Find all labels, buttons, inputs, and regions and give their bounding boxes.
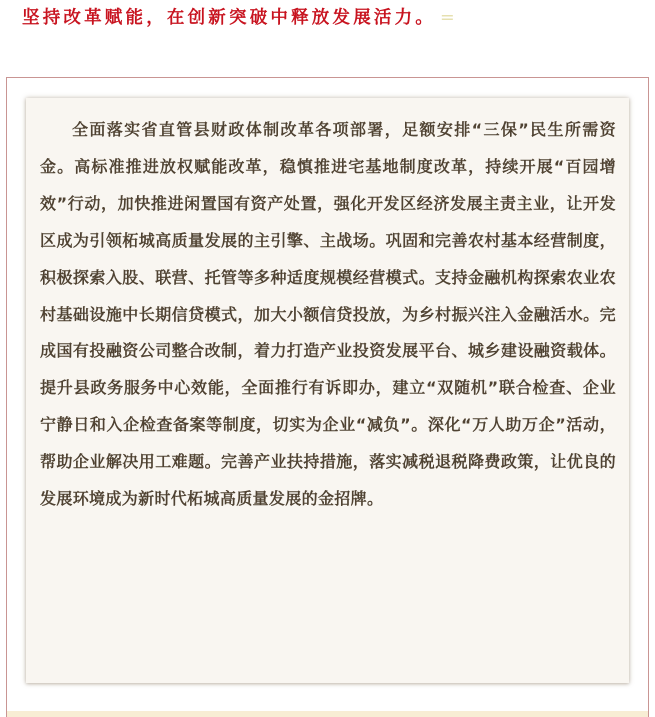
bottom-decor-strip — [7, 711, 648, 717]
section-heading — [22, 6, 455, 30]
heading-trailing-mark: = — [440, 8, 455, 28]
article-card — [26, 98, 629, 683]
section-heading-text: 坚持改革赋能，在创新突破中释放发展活力。 — [22, 8, 436, 28]
article-paragraph: 全面落实省直管县财政体制改革各项部署，足额安排“三保”民生所需资金。高标准推进放权赋能改革，稳慎推进宅基地制度改革，持续开展“百园增效”行动，加快推进闲置国有资产处置，强化开发区经济发展主责主业，让开发区成为引领柘城高质量发展的主引擎、主战场。巩固和完善农村基本经营制度，积极探索入股、联营、托管等多种适度规模经营模式。支持金融机构探索农业农村基础设施中长期信贷模式，加大小额信贷投放，为乡村振兴注入金融活水。完成国有投融资公司整合改制，着力打造产业投资发展平台、城乡建设融资载体。提升县政务服务中心效能，全面推行有诉即办，建立“双随机”联合检查、企业宁静日和入企检查备案等制度，切实为企业“减负”。深化“万人助万企”活动，帮助企业解决用工难题。完善产业扶持措施，落实减税退税降费政策，让优良的发展环境成为新时代柘城高质量发展的金招牌。 — [40, 120, 616, 509]
